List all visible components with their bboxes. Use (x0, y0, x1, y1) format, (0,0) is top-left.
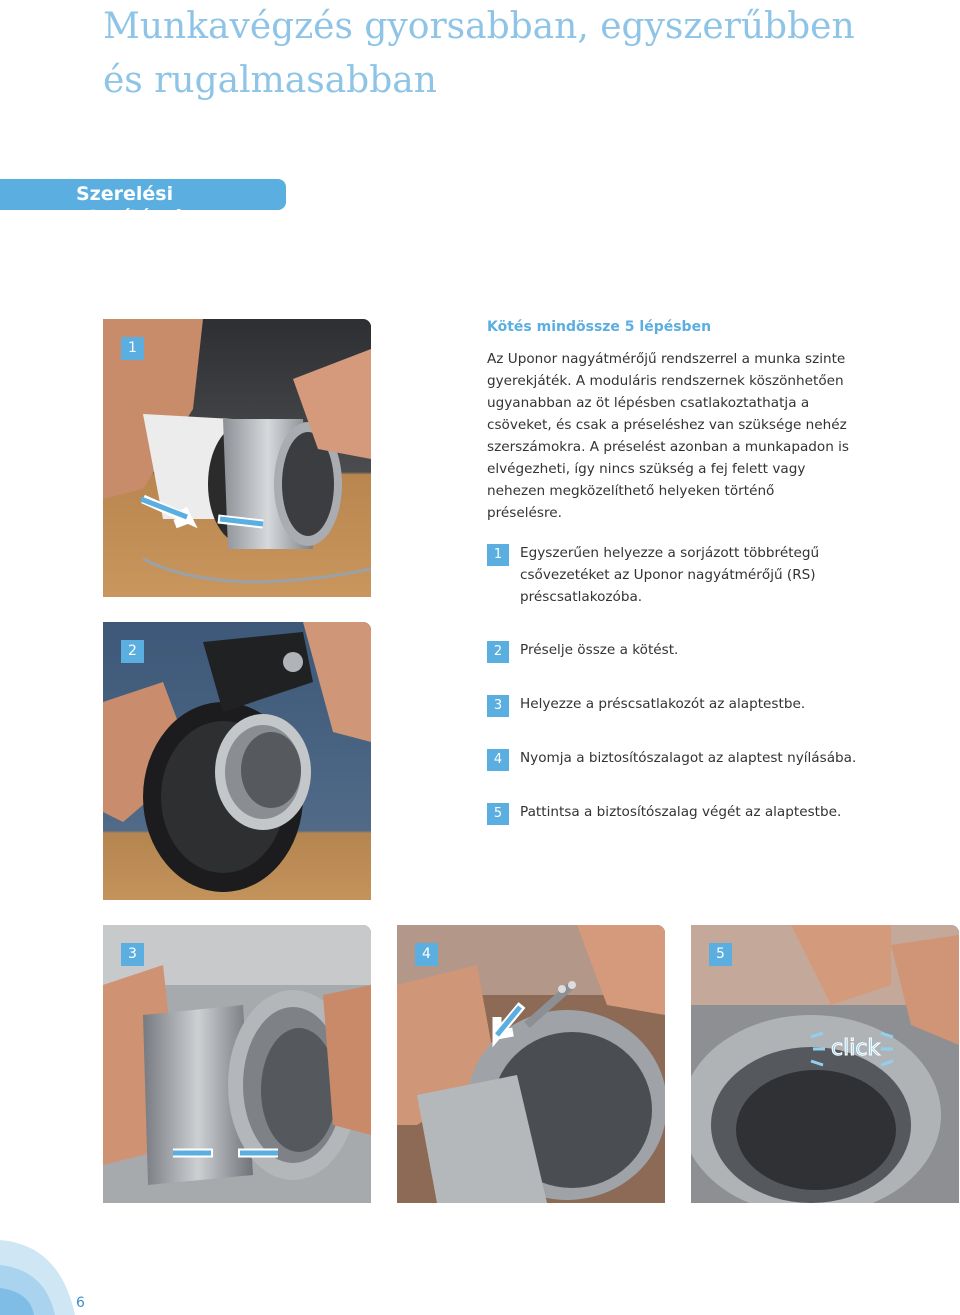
section-title: Kötés mindössze 5 lépésben (487, 319, 712, 335)
intro-paragraph: Az Uponor nagyátmérőjű rendszerrel a munka szinte gyerekjáték. A moduláris rendszernek köszönhetően ugyanabban az öt lépésben csatlakoztathatja a csöveket, és csak a préseléshez van szüksége nehéz szerszámokra. A préselést azonban a munkapadon is elvégezheti, így nincs szükség a fej felett vagy nehezen megközelíthető helyeken történő préselésre. (487, 351, 850, 521)
step-text: Préselje össze a kötést. (520, 642, 679, 658)
press-tool-photo-icon (103, 622, 371, 900)
step-text: Nyomja a biztosítószalagot az alaptest nyílásába. (520, 750, 857, 766)
step-number: 5 (487, 803, 509, 825)
section-banner-label: Szerelési utasítások (76, 183, 189, 228)
page-number: 6 (76, 1295, 85, 1311)
step-text: Pattintsa a biztosítószalag végét az alaptestbe. (520, 804, 842, 820)
page-title-line-1: Munkavégzés gyorsabban, egyszerűbben (103, 6, 855, 47)
step-2-photo (103, 622, 371, 900)
page-title (103, 0, 855, 108)
click-label: click (831, 1036, 881, 1061)
step-4-badge: 4 (415, 943, 438, 966)
step-number: 1 (487, 544, 509, 566)
step-2-badge: 2 (121, 640, 144, 663)
step-5-photo (691, 925, 959, 1203)
step-number: 4 (487, 749, 509, 771)
page-corner-decoration (0, 1240, 103, 1315)
section-banner (0, 179, 286, 228)
step-3-photo (103, 925, 371, 1203)
step-text: Helyezze a préscsatlakozót az alaptestbe. (520, 696, 806, 712)
step-number: 2 (487, 641, 509, 663)
page-title-line-2: és rugalmasabban (103, 60, 437, 101)
step-3-badge: 3 (121, 943, 144, 966)
pipe-fitting-insert-photo-icon (103, 319, 371, 597)
step-1-photo (103, 319, 371, 597)
securing-band-photo-icon (397, 925, 665, 1203)
step-1-badge: 1 (121, 337, 144, 360)
click-lock-photo-icon (691, 925, 959, 1203)
step-5-badge: 5 (709, 943, 732, 966)
step-number: 3 (487, 695, 509, 717)
step-4-photo (397, 925, 665, 1203)
fitting-into-body-photo-icon (103, 925, 371, 1203)
step-text: Egyszerűen helyezze a sorjázott többrétegű csővezetéket az Uponor nagyátmérőjű (RS) préscsatlakozóba. (520, 545, 820, 605)
